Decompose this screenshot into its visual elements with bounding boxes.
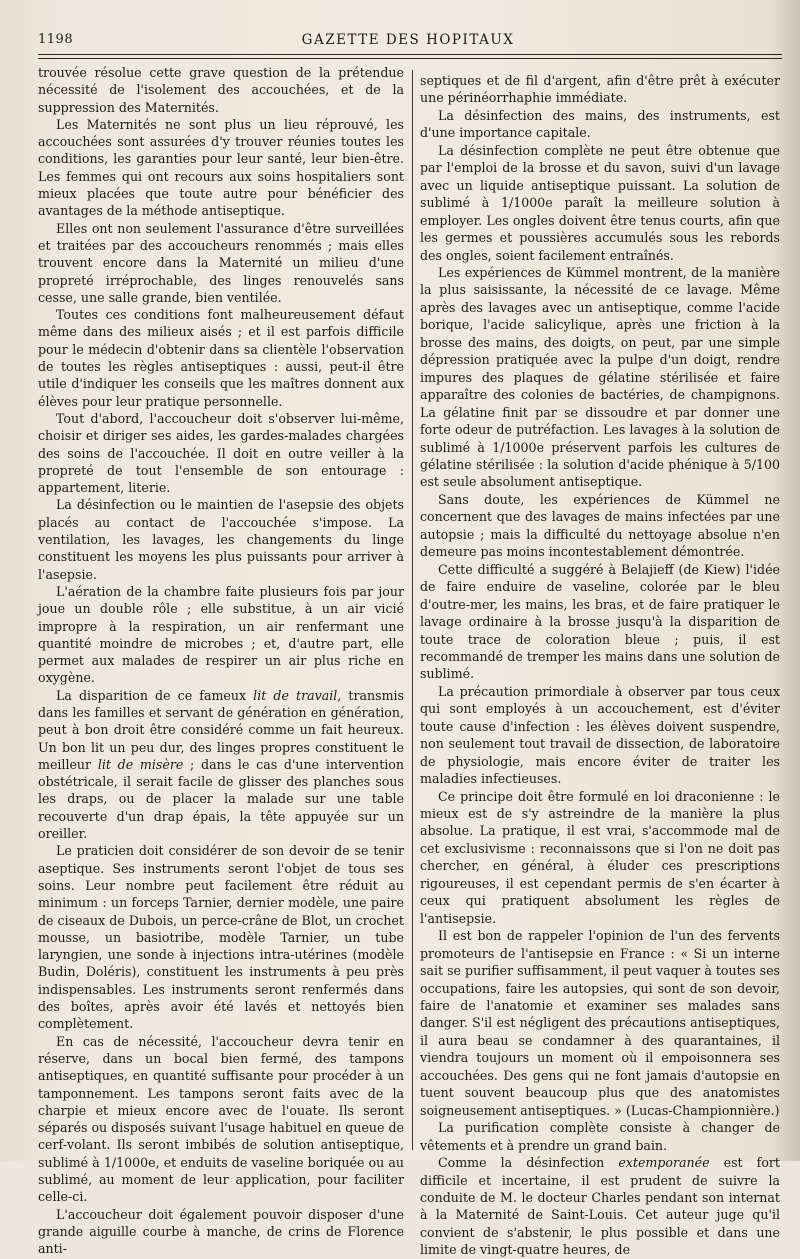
- paragraph-text: , transmis dans les familles et servant de génération en génération, peut à bon droit être considéré comme un fait heureux. Un bon lit un peu dur, des linges propres constituent le meilleur: [38, 687, 405, 772]
- left-column: [38, 64, 404, 1257]
- paragraph: En cas de nécessité, l'accoucheur devra tenir en réserve, dans un bocal bien fermé, des tampons antiseptiques, en quantité suffisante pour procéder à un tamponnement. Les tampons seront faits avec de la charpie et mieux encore avec de l'ouate. Ils seront séparés ou disposés suivant l'usage habituel en queue de cerf-volant. Ils seront imbibés de solution antiseptique, sublimé à 1/1000e, et enduits de vaseline boriquée ou au sublimé, au moment de leur application, pour faciliter celle-ci.: [38, 1033, 404, 1205]
- paragraph: Les expériences de Kümmel montrent, de la manière la plus saisissante, la nécessité de ce lavage. Même après des lavages avec un antiseptique, comme l'acide borique, l'acide salicylique, après une friction à la brosse des mains, des doigts, on peut, par une simple dépression pratiquée avec la pulpe d'un doigt, rendre impures des plaques de gélatine stérilisée et faire apparaître des colonies de bactéries, de champignons. La gélatine finit par se dissoudre et par donner une forte odeur de putréfaction. Les lavages à la solution de sublimé à 1/1000e préservent parfois les cultures de gélatine stérilisée : la solution d'acide phénique à 5/100 est seule absolument antiseptique.: [420, 264, 780, 490]
- paragraph: [38, 687, 404, 843]
- right-column: [420, 72, 780, 1259]
- paragraph: La désinfection ou le maintien de l'asepsie des objets placés au contact de l'accouchée s'impose. La ventilation, les lavages, les changements du linge constituent les moyens les plus puissants pour arriver à l'asepsie.: [38, 497, 404, 582]
- paragraph: L'accoucheur doit également pouvoir disposer d'une grande aiguille courbe à manche, de crins de Florence anti-: [38, 1206, 404, 1257]
- header-rule-thin: [38, 58, 782, 59]
- paragraph: [420, 1154, 780, 1259]
- paragraph: Sans doute, les expériences de Kümmel ne concernent que des lavages de mains infectées par une autopsie ; mais la difficulté du nettoyage absolue n'en demeure pas moins incontestablement démontrée.: [420, 491, 780, 560]
- italic-term: extemporanée: [618, 1155, 710, 1171]
- paragraph: La désinfection complète ne peut être obtenue que par l'emploi de la brosse et du savon, suivi d'un lavage avec un liquide antiseptique puissant. La solution de sublimé à 1/1000e paraît la meilleure solution à employer. Les ongles doivent être tenus courts, afin que les germes et poussières accumulés sous les rebords des ongles, soient facilement entraînés.: [420, 142, 780, 263]
- italic-term: lit de travail: [253, 687, 338, 703]
- page-number: 1198: [38, 32, 74, 47]
- paragraph: trouvée résolue cette grave question de la prétendue nécessité de l'isolement des accouchées, et de la suppression des Maternités.: [38, 65, 404, 115]
- running-title: GAZETTE DES HOPITAUX: [301, 32, 515, 48]
- paragraph: Les Maternités ne sont plus un lieu réprouvé, les accouchées sont assurées d'y trouver réunies toutes les conditions, les garanties pour leur santé, leur bien-être. Les femmes qui ont recours aux soins hospitaliers sont mieux placées que toute autre pour bénéficier des avantages de la méthode antiseptique.: [38, 116, 404, 219]
- italic-term: lit de misère: [97, 756, 184, 772]
- paragraph: Cette difficulté a suggéré à Belajieff (de Kiew) l'idée de faire enduire de vaseline, colorée par le bleu d'outre-mer, les mains, les bras, et de faire pratiquer le lavage ordinaire à la brosse jusqu'à la disparition de toute trace de coloration bleue ; puis, il est recommandé de tremper les mains dans une solution de sublimé.: [420, 561, 780, 682]
- paragraph: Tout d'abord, l'accoucheur doit s'observer lui-même, choisir et diriger ses aides, les gardes-malades chargées des soins de l'accouchée. Il doit en outre veiller à la propreté de tout l'ensemble de son entourage : appartement, literie.: [38, 410, 404, 496]
- header-rule: [38, 54, 782, 55]
- page-header: [38, 30, 778, 52]
- paragraph: Elles ont non seulement l'assurance d'être surveillées et traitées par des accoucheurs renommés ; mais elles trouvent encore dans la Maternité un milieu d'une propreté irréprochable, des linges renouvelés sans cesse, une salle grande, bien ventilée.: [38, 220, 404, 305]
- paragraph: Toutes ces conditions font malheureusement défaut même dans des milieux aisés ; et il est parfois difficile pour le médecin d'obtenir dans sa clientèle l'observation de toutes les règles antiseptiques : aussi, peut-il être utile d'indiquer les conseils que les maîtres donnent aux élèves pour leur pratique personnelle.: [38, 307, 404, 409]
- column-divider: [412, 70, 413, 1150]
- paragraph-text: est fort difficile et incertaine, il est prudent de suivre la conduite de M. le docteur Charles pendant son internat à la Maternité de Saint-Louis. Cet auteur juge qu'il convient de s'abstenir, le plus possible et dans une limite de vingt-quatre heures, de: [420, 1155, 780, 1258]
- paragraph-text: Comme la désinfection: [438, 1155, 619, 1171]
- paragraph: L'aération de la chambre faite plusieurs fois par jour joue un double rôle ; elle substitue, à un air vicié impropre à la respiration, un air renfermant une quantité moindre de microbes ; et, d'autre part, elle permet aux malades de respirer un air plus riche en oxygène.: [38, 583, 404, 686]
- paragraph: La désinfection des mains, des instruments, est d'une importance capitale.: [420, 107, 780, 141]
- paragraph: Il est bon de rappeler l'opinion de l'un des fervents promoteurs de l'antisepsie en France : « Si un interne sait se purifier suffisamment, il peut vaquer à toutes ses occupations, faire les autopsies, qui sont de son devoir, faire de l'anatomie et examiner ses malades sans danger. S'il est négligent des précautions antiseptiques, il aura beau se condamner à des quarantaines, il viendra toujours un moment où il empoisonnera ses accouchées. Des gens qui ne font jamais d'autopsie en tuent souvent beaucoup plus que des anatomistes soigneusement antiseptiques. » (Lucas-Championnière.): [420, 928, 780, 1118]
- paragraph: Ce principe doit être formulé en loi draconienne : le mieux est de s'y astreindre de la manière la plus absolue. La pratique, il est vrai, s'accommode mal de cet exclusivisme : reconnaissons que si l'on ne doit pas chercher, en général, à éluder ces prescriptions rigoureuses, il est cependant permis de s'en écarter à ceux qui pratiquent absolument les règles de l'antisepsie.: [420, 788, 780, 926]
- paragraph: Le praticien doit considérer de son devoir de se tenir aseptique. Ses instruments seront l'objet de tous ses soins. Leur nombre peut facilement être réduit au minimum : un forceps Tarnier, dernier modèle, une paire de ciseaux de Dubois, un perce-crâne de Blot, un crochet mousse, un basiotribe, modèle Tarnier, un tube laryngien, une sonde à injections intra-utérines (modèle Budin, Doléris), constituent les instruments à peu près indispensables. Les instruments seront renfermés dans des boîtes, après avoir été lavés et nettoyés bien complètement.: [38, 843, 404, 1032]
- paragraph: septiques et de fil d'argent, afin d'être prêt à exécuter une périnéorrhaphie immédiate.: [420, 73, 780, 106]
- paragraph: La précaution primordiale à observer par tous ceux qui sont employés à un accouchement, est d'éviter toute cause d'infection : les élèves doivent suspendre, non seulement tout travail de dissection, de laboratoire de physiologie, mais encore éviter de traiter les maladies infectieuses.: [420, 683, 780, 787]
- paragraph: La purification complète consiste à changer de vêtements et à prendre un grand bain.: [420, 1120, 780, 1153]
- paragraph-text: La disparition de ce fameux: [56, 687, 254, 703]
- paragraph-text: ; dans le cas d'une intervention obstétricale, il serait facile de glisser des planches sous les draps, ou de placer la malade sur une table recouverte d'un drap épais, la tête appuyée sur un oreiller.: [38, 756, 404, 842]
